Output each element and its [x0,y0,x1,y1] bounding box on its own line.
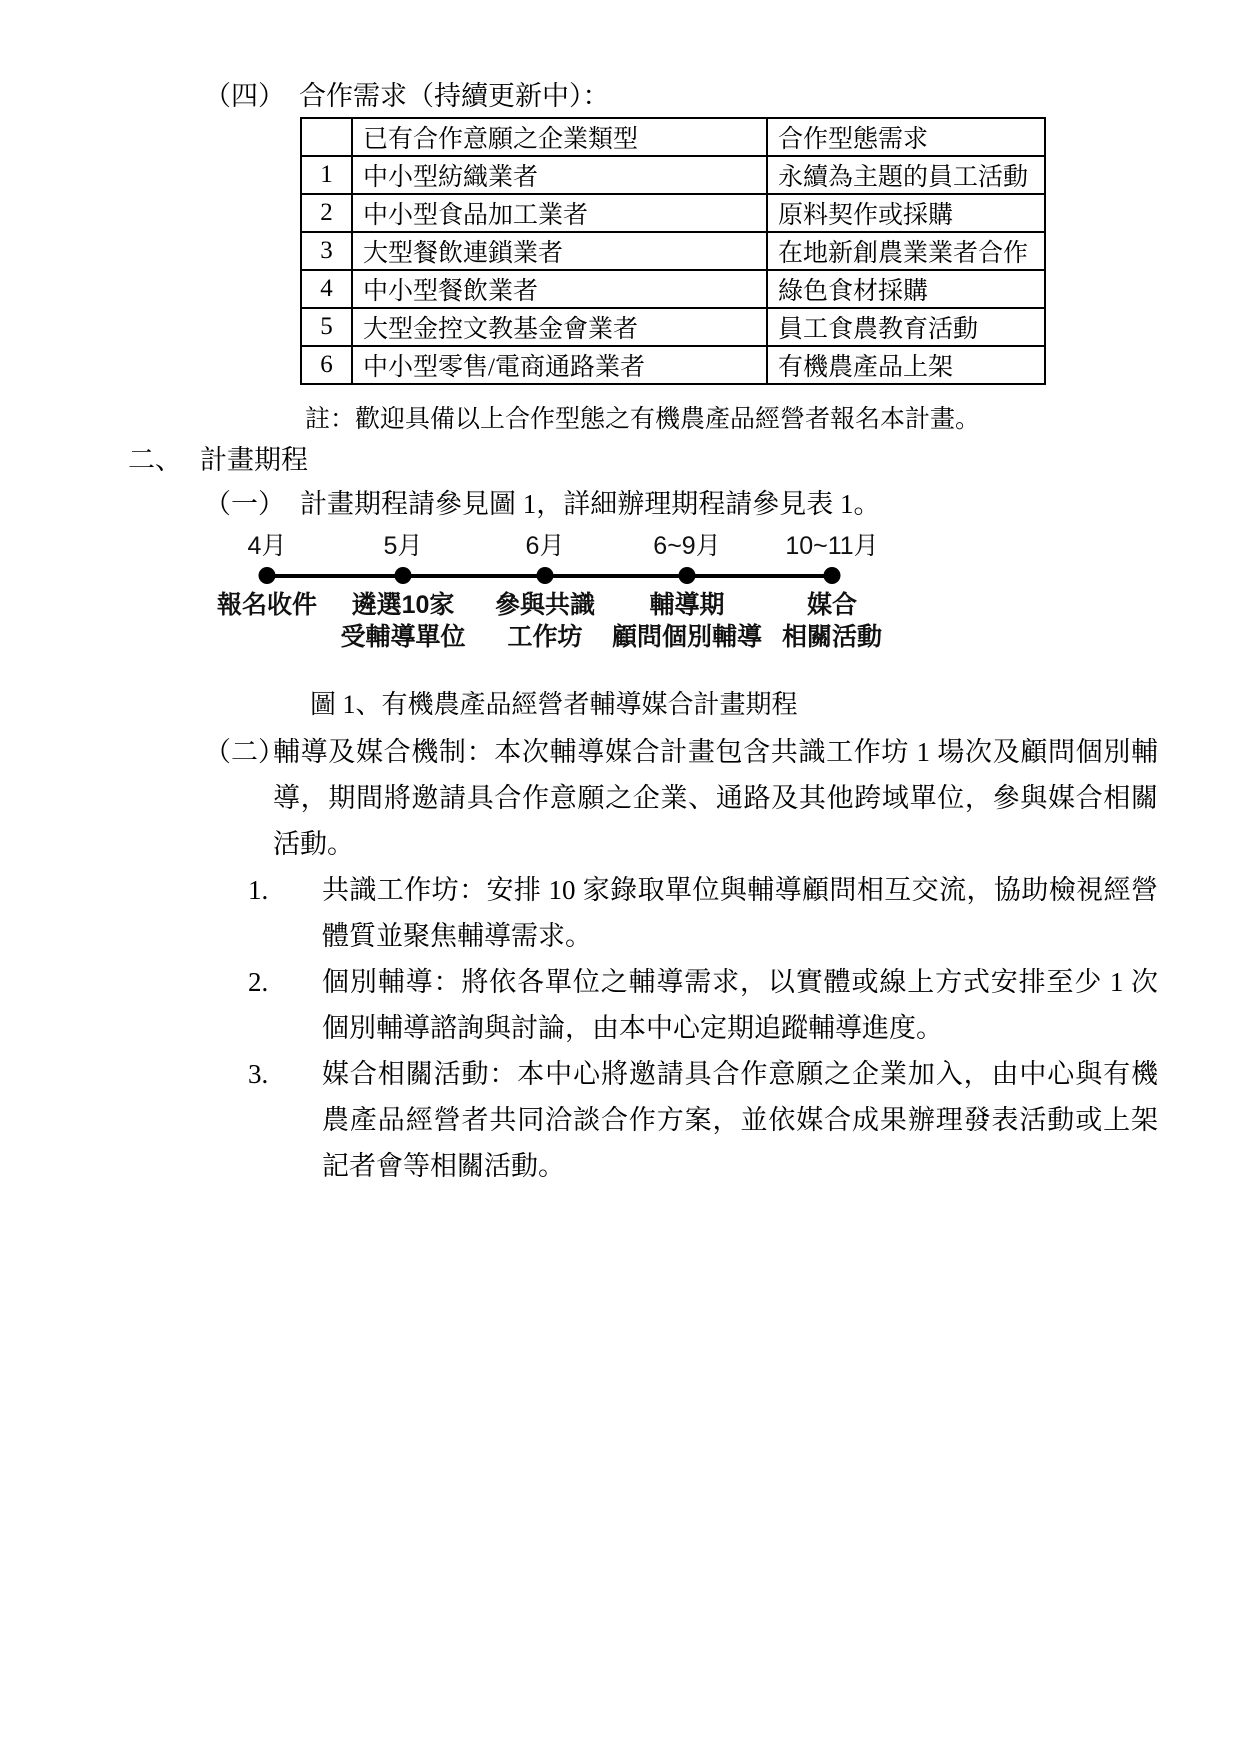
cell-num: 6 [301,346,352,384]
section2-item2-block [0,729,1241,1189]
section4-title: 合作需求（持續更新中）： [299,81,610,111]
timeline-month: 4月 [247,532,287,560]
cell-num: 3 [301,232,352,270]
figure-caption: 圖 1、有機農產品經營者輔導媒合計畫期程 [310,690,798,719]
table-row [301,308,1045,346]
table-row [301,156,1045,194]
table-note: 註：歡迎具備以上合作型態之有機農產品經營者報名本計畫。 [305,406,981,433]
cell-need: 綠色食材採購 [767,270,1045,308]
cell-need: 員工食農教育活動 [767,308,1045,346]
timeline-month: 10~11月 [785,532,879,560]
timeline-dot [679,567,696,584]
cell-company-type: 大型餐飲連鎖業者 [352,232,767,270]
timeline-label-line1: 參與共識 [494,591,596,619]
item2-label: （二） [204,737,285,767]
header-cell-index [301,118,352,156]
section4-heading [204,80,610,112]
timeline-label-line1: 遴選10家 [351,591,455,619]
cell-company-type: 中小型紡織業者 [352,156,767,194]
timeline-milestone-label [495,589,595,653]
cell-num: 1 [301,156,352,194]
timeline-dot [537,567,554,584]
timeline-label-line2: 顧問個別輔導 [611,623,763,651]
cell-company-type: 大型金控文教基金會業者 [352,308,767,346]
timeline-dot [824,567,841,584]
list-item [0,959,1241,1051]
timeline-milestone-label [340,589,465,653]
timeline-label-line2: 工作坊 [507,623,583,651]
cell-num: 2 [301,194,352,232]
timeline-dot [259,567,276,584]
timeline-label-line1: 輔導期 [649,591,725,619]
cell-need: 永續為主題的員工活動 [767,156,1045,194]
list-item-number: 3. [248,1059,269,1089]
cell-need: 原料契作或採購 [767,194,1045,232]
section4-label: （四） [204,81,285,111]
timeline-month: 5月 [383,532,423,560]
timeline-milestone-label [612,589,762,653]
section2-label: 二、 [128,445,182,475]
table-row [301,346,1045,384]
item2-paragraph [0,729,1241,867]
table-header-row [301,118,1045,156]
cell-company-type: 中小型食品加工業者 [352,194,767,232]
table-row [301,270,1045,308]
timeline-milestone-label [217,589,317,621]
cell-num: 4 [301,270,352,308]
timeline-label-line2: 相關活動 [781,623,883,651]
timeline-label-line1: 報名收件 [216,591,318,619]
timeline-month: 6月 [525,532,565,560]
list-item [0,1051,1241,1189]
section2-title: 計畫期程 [200,445,308,475]
list-item-text: 個別輔導：將依各單位之輔導需求，以實體或線上方式安排至少 1 次個別輔導諮詢與討論，由本中心定期追蹤輔導進度。 [322,967,1158,1043]
header-cell-company-type: 已有合作意願之企業類型 [352,118,767,156]
timeline-label-line1: 媒合 [806,591,858,619]
item1-text: 計畫期程請參見圖 1，詳細辦理期程請參見表 1。 [300,489,881,519]
list-item-text: 共識工作坊：安排 10 家錄取單位與輔導顧問相互交流，協助檢視經營體質並聚焦輔導需求。 [322,875,1158,951]
header-cell-need: 合作型態需求 [767,118,1045,156]
cell-company-type: 中小型餐飲業者 [352,270,767,308]
item1-label: （一） [204,489,285,519]
list-item-number: 2. [248,967,269,997]
timeline-milestone-label [782,589,882,653]
cell-need: 在地新創農業業者合作 [767,232,1045,270]
list-item-number: 1. [248,875,269,905]
table-row [301,194,1045,232]
cell-num: 5 [301,308,352,346]
list-item [0,867,1241,959]
cell-need: 有機農產品上架 [767,346,1045,384]
cooperation-table [300,117,1046,385]
table-row [301,232,1045,270]
cell-company-type: 中小型零售/電商通路業者 [352,346,767,384]
timeline-dot [395,567,412,584]
item2-text: 輔導及媒合機制：本次輔導媒合計畫包含共識工作坊 1 場次及顧問個別輔導，期間將邀請具合作意願之企業、通路及其他跨域單位，參與媒合相關活動。 [273,737,1158,859]
timeline-label-line2: 受輔導單位 [340,623,466,651]
list-item-text: 媒合相關活動：本中心將邀請具合作意願之企業加入，由中心與有機農產品經營者共同洽談合作方案，並依媒合成果辦理發表活動或上架記者會等相關活動。 [322,1059,1158,1181]
timeline-month: 6~9月 [653,532,721,560]
